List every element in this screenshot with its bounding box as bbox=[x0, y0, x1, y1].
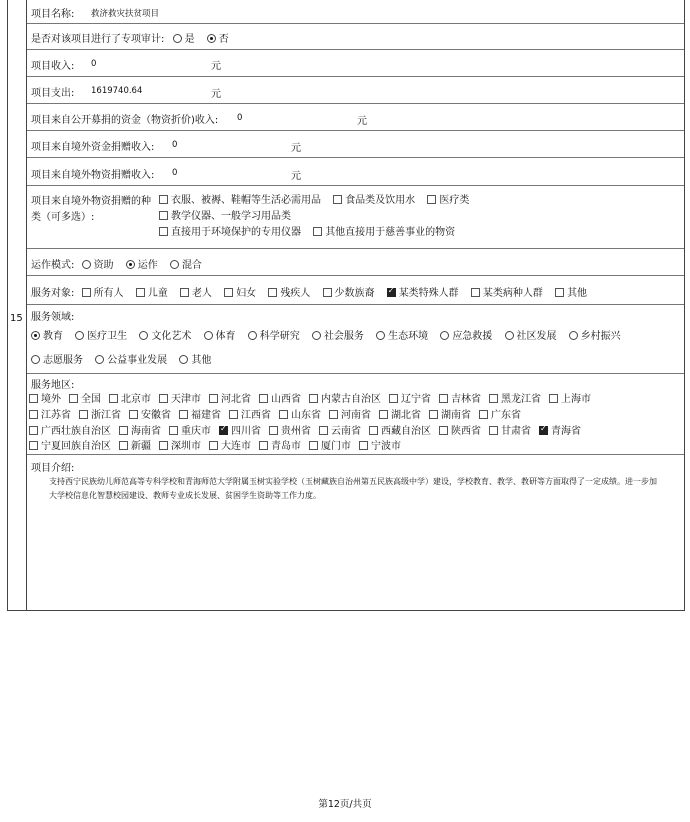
service-area-option-label: 黑龙江省 bbox=[501, 394, 541, 405]
service-area-option-label: 青岛市 bbox=[271, 441, 301, 452]
radio-selected-icon bbox=[31, 331, 40, 340]
checkbox-icon bbox=[159, 195, 168, 204]
checkbox-icon bbox=[333, 195, 342, 204]
service-area-option[interactable] bbox=[309, 437, 351, 452]
service-area-option-label: 贵州省 bbox=[281, 426, 311, 437]
foreign-cash-unit: 元 bbox=[291, 143, 301, 154]
checkbox-icon bbox=[439, 394, 448, 403]
expense-value: 1619740.64 bbox=[91, 86, 143, 96]
service-area-option-label: 山西省 bbox=[271, 394, 301, 405]
service-field-label: 服务领域: bbox=[31, 312, 75, 323]
radio-icon bbox=[569, 331, 578, 340]
checkbox-icon bbox=[209, 394, 218, 403]
audit-row bbox=[27, 24, 684, 50]
checkbox-icon bbox=[29, 410, 38, 419]
service-field-option-label: 应急救援 bbox=[452, 331, 493, 342]
goods-type-option[interactable] bbox=[313, 223, 455, 238]
service-area-option-label: 广东省 bbox=[491, 410, 521, 421]
checkbox-icon bbox=[323, 288, 332, 297]
service-area-options-line bbox=[29, 422, 680, 437]
service-target-option-label: 妇女 bbox=[236, 288, 257, 299]
service-area-option-label: 浙江省 bbox=[91, 410, 121, 421]
service-area-option-label: 北京市 bbox=[121, 394, 151, 405]
goods-type-option[interactable] bbox=[333, 191, 415, 206]
service-target-option[interactable] bbox=[471, 284, 543, 299]
service-target-option[interactable] bbox=[224, 284, 256, 299]
radio-icon bbox=[376, 331, 385, 340]
service-area-option[interactable] bbox=[119, 437, 151, 452]
checkbox-icon bbox=[224, 288, 233, 297]
service-area-option-label: 天津市 bbox=[171, 394, 201, 405]
audit-option-yes-label: 是 bbox=[184, 34, 195, 45]
project-name-value: 救济救灾扶贫项目 bbox=[91, 9, 160, 19]
service-field-option[interactable] bbox=[312, 327, 364, 342]
service-area-options-line bbox=[29, 437, 680, 452]
service-target-row bbox=[27, 276, 684, 305]
service-area-option-label: 宁波市 bbox=[371, 441, 401, 452]
audit-option-no-label: 否 bbox=[218, 34, 229, 45]
service-target-option-label: 儿童 bbox=[147, 288, 168, 299]
checkbox-icon bbox=[313, 227, 322, 236]
checkbox-icon bbox=[555, 288, 564, 297]
service-area-option-label: 安徽省 bbox=[141, 410, 171, 421]
service-area-option-label: 重庆市 bbox=[181, 426, 211, 437]
radio-icon bbox=[82, 260, 91, 269]
service-target-option-label: 残疾人 bbox=[280, 288, 311, 299]
service-area-option-label: 上海市 bbox=[561, 394, 591, 405]
goods-type-option-label: 直接用于环境保护的专用仪器 bbox=[171, 227, 301, 238]
service-area-option-label: 四川省 bbox=[231, 426, 261, 437]
checkbox-icon bbox=[119, 441, 128, 450]
service-target-label: 服务对象: bbox=[31, 288, 75, 299]
service-area-option[interactable] bbox=[69, 390, 101, 405]
audit-option-yes[interactable] bbox=[173, 30, 195, 45]
checkbox-icon bbox=[268, 288, 277, 297]
checkbox-icon bbox=[259, 441, 268, 450]
service-target-option[interactable] bbox=[323, 284, 375, 299]
radio-icon bbox=[312, 331, 321, 340]
checkbox-icon bbox=[109, 394, 118, 403]
public-funds-value: 0 bbox=[237, 113, 243, 123]
service-field-option-label: 其他 bbox=[191, 355, 212, 366]
checkbox-icon bbox=[259, 394, 268, 403]
service-target-option-label: 某类特殊人群 bbox=[398, 288, 459, 299]
service-area-option[interactable] bbox=[489, 422, 531, 437]
checkbox-icon bbox=[489, 394, 498, 403]
income-label: 项目收入: bbox=[31, 61, 75, 72]
service-area-option[interactable] bbox=[389, 390, 431, 405]
service-area-option[interactable] bbox=[319, 422, 361, 437]
goods-type-option[interactable] bbox=[159, 191, 321, 206]
service-field-option[interactable] bbox=[204, 327, 236, 342]
form-fields bbox=[27, 0, 684, 610]
service-target-option[interactable] bbox=[555, 284, 587, 299]
service-area-option-label: 新疆 bbox=[131, 441, 151, 452]
checkbox-icon bbox=[429, 410, 438, 419]
checkbox-icon bbox=[489, 426, 498, 435]
service-area-option[interactable] bbox=[359, 437, 401, 452]
foreign-goods-value: 0 bbox=[172, 168, 178, 178]
service-target-field bbox=[31, 284, 680, 299]
service-area-option-label: 湖南省 bbox=[441, 410, 471, 421]
service-area-option-label: 河北省 bbox=[221, 394, 251, 405]
service-area-option[interactable] bbox=[109, 390, 151, 405]
income-row bbox=[27, 50, 684, 77]
service-area-option-label: 湖北省 bbox=[391, 410, 421, 421]
goods-types-options-line3 bbox=[159, 223, 680, 238]
goods-type-option-label: 教学仪器、一般学习用品类 bbox=[171, 211, 291, 222]
service-area-label: 服务地区: bbox=[31, 380, 75, 391]
goods-types-options-line2 bbox=[159, 207, 680, 222]
service-area-option-label: 江西省 bbox=[241, 410, 271, 421]
service-target-option-label: 其他 bbox=[567, 288, 588, 299]
service-field-option-label: 公益事业发展 bbox=[107, 355, 168, 366]
service-area-option[interactable] bbox=[79, 406, 121, 421]
service-area-option-label: 广西壮族自治区 bbox=[41, 426, 111, 437]
checkbox-icon bbox=[369, 426, 378, 435]
service-area-option-label: 大连市 bbox=[221, 441, 251, 452]
radio-selected-icon bbox=[207, 34, 216, 43]
checkbox-icon bbox=[69, 394, 78, 403]
checkbox-icon bbox=[359, 441, 368, 450]
service-field-option[interactable] bbox=[248, 327, 300, 342]
checkbox-icon bbox=[269, 426, 278, 435]
checkbox-checked-icon bbox=[539, 426, 548, 435]
project-form bbox=[7, 0, 685, 611]
service-field-option[interactable] bbox=[139, 327, 191, 342]
goods-type-option[interactable] bbox=[159, 223, 301, 238]
radio-icon bbox=[440, 331, 449, 340]
public-funds-label: 项目来自公开募捐的资金（物资折价)收入: bbox=[31, 115, 219, 126]
page-footer: 第12页/共页 bbox=[318, 799, 372, 810]
service-area-option[interactable] bbox=[429, 406, 471, 421]
audit-option-no[interactable] bbox=[207, 30, 229, 45]
expense-row bbox=[27, 77, 684, 104]
goods-type-option-label: 食品类及饮用水 bbox=[345, 195, 416, 206]
operation-mode-option[interactable] bbox=[82, 256, 114, 271]
radio-icon bbox=[75, 331, 84, 340]
service-area-row bbox=[27, 374, 684, 455]
service-area-option[interactable] bbox=[259, 390, 301, 405]
service-field-option-label: 志愿服务 bbox=[43, 355, 83, 366]
service-field-option-label: 生态环境 bbox=[388, 331, 429, 342]
checkbox-icon bbox=[159, 394, 168, 403]
service-area-option-label: 宁夏回族自治区 bbox=[41, 441, 111, 452]
service-area-option-label: 河南省 bbox=[341, 410, 371, 421]
service-field-option[interactable] bbox=[569, 327, 621, 342]
service-area-option[interactable] bbox=[539, 422, 581, 437]
foreign-goods-row bbox=[27, 158, 684, 186]
checkbox-icon bbox=[471, 288, 480, 297]
row-number-column bbox=[8, 0, 27, 610]
checkbox-icon bbox=[169, 426, 178, 435]
service-area-option[interactable] bbox=[169, 422, 211, 437]
goods-types-row bbox=[27, 186, 684, 249]
service-area-option[interactable] bbox=[29, 390, 61, 405]
checkbox-icon bbox=[79, 410, 88, 419]
income-unit: 元 bbox=[211, 61, 221, 72]
radio-icon bbox=[179, 355, 188, 364]
service-field-option-label: 社会服务 bbox=[323, 331, 364, 342]
service-field-option-label: 社区发展 bbox=[516, 331, 557, 342]
operation-mode-option-label: 混合 bbox=[181, 260, 202, 271]
service-area-option-label: 青海省 bbox=[551, 426, 581, 437]
radio-icon bbox=[95, 355, 104, 364]
operation-mode-option[interactable] bbox=[170, 256, 202, 271]
checkbox-icon bbox=[119, 426, 128, 435]
foreign-goods-unit: 元 bbox=[291, 171, 301, 182]
service-area-option[interactable] bbox=[219, 422, 261, 437]
goods-type-option[interactable] bbox=[427, 191, 469, 206]
checkbox-icon bbox=[29, 426, 38, 435]
service-field-option[interactable] bbox=[505, 327, 557, 342]
service-field-row bbox=[27, 305, 684, 374]
service-area-option-label: 辽宁省 bbox=[401, 394, 431, 405]
income-value: 0 bbox=[91, 59, 97, 69]
service-target-option-label: 所有人 bbox=[93, 288, 124, 299]
radio-icon bbox=[173, 34, 182, 43]
goods-type-option-label: 其他直接用于慈善事业的物资 bbox=[325, 227, 456, 238]
service-area-option-label: 甘肃省 bbox=[501, 426, 531, 437]
service-area-option[interactable] bbox=[29, 422, 111, 437]
checkbox-icon bbox=[136, 288, 145, 297]
checkbox-icon bbox=[179, 410, 188, 419]
service-area-option[interactable] bbox=[159, 390, 201, 405]
foreign-goods-label: 项目来自境外物资捐赠收入: bbox=[31, 170, 155, 181]
row-number: 15 bbox=[10, 313, 23, 324]
checkbox-checked-icon bbox=[387, 288, 396, 297]
goods-type-option-label: 衣服、被褥、鞋帽等生活必需用品 bbox=[171, 195, 321, 206]
service-field-option[interactable] bbox=[440, 327, 492, 342]
service-area-option[interactable] bbox=[29, 437, 111, 452]
service-target-option-label: 某类病种人群 bbox=[482, 288, 543, 299]
service-target-option[interactable] bbox=[387, 284, 459, 299]
checkbox-icon bbox=[82, 288, 91, 297]
radio-icon bbox=[248, 331, 257, 340]
service-area-option-label: 内蒙古自治区 bbox=[321, 394, 381, 405]
audit-label-text: 是否对该项目进行了专项审计: bbox=[31, 34, 165, 45]
checkbox-icon bbox=[379, 410, 388, 419]
service-area-option-label: 云南省 bbox=[331, 426, 361, 437]
service-area-option[interactable] bbox=[439, 422, 481, 437]
project-name-label: 项目名称: bbox=[31, 9, 75, 20]
service-area-option[interactable] bbox=[439, 390, 481, 405]
checkbox-icon bbox=[159, 441, 168, 450]
service-area-option[interactable] bbox=[179, 406, 221, 421]
service-area-option-label: 西藏自治区 bbox=[381, 426, 431, 437]
intro-label: 项目介绍: bbox=[31, 463, 75, 474]
checkbox-icon bbox=[29, 394, 38, 403]
service-area-option[interactable] bbox=[329, 406, 371, 421]
checkbox-icon bbox=[439, 426, 448, 435]
service-field-option-label: 科学研究 bbox=[259, 331, 300, 342]
radio-icon bbox=[31, 355, 40, 364]
service-area-option[interactable] bbox=[269, 422, 311, 437]
goods-type-option-label: 医疗类 bbox=[439, 195, 470, 206]
checkbox-icon bbox=[279, 410, 288, 419]
service-area-option[interactable] bbox=[479, 406, 521, 421]
expense-unit: 元 bbox=[211, 89, 221, 100]
goods-types-label-line2: 类（可多选）: bbox=[31, 212, 95, 223]
intro-row bbox=[27, 455, 684, 610]
service-target-option[interactable] bbox=[136, 284, 168, 299]
service-area-option-label: 全国 bbox=[81, 394, 101, 405]
project-name-row bbox=[27, 0, 684, 24]
service-area-option-label: 深圳市 bbox=[171, 441, 201, 452]
service-area-option-label: 福建省 bbox=[191, 410, 221, 421]
service-area-option[interactable] bbox=[309, 390, 381, 405]
service-field-option[interactable] bbox=[179, 351, 211, 366]
service-area-option[interactable] bbox=[379, 406, 421, 421]
checkbox-icon bbox=[329, 410, 338, 419]
service-area-option[interactable] bbox=[119, 422, 161, 437]
checkbox-icon bbox=[159, 227, 168, 236]
checkbox-icon bbox=[180, 288, 189, 297]
checkbox-icon bbox=[309, 394, 318, 403]
checkbox-icon bbox=[129, 410, 138, 419]
operation-mode-option[interactable] bbox=[126, 256, 158, 271]
service-area-option-label: 海南省 bbox=[131, 426, 161, 437]
operation-mode-option-label: 运作 bbox=[137, 260, 158, 271]
checkbox-icon bbox=[549, 394, 558, 403]
service-area-option-label: 陕西省 bbox=[451, 426, 481, 437]
checkbox-icon bbox=[427, 195, 436, 204]
service-field-option[interactable] bbox=[31, 351, 83, 366]
service-field-option[interactable] bbox=[31, 327, 63, 342]
expense-label: 项目支出: bbox=[31, 88, 75, 99]
checkbox-icon bbox=[229, 410, 238, 419]
operation-mode-field bbox=[31, 256, 211, 271]
radio-selected-icon bbox=[126, 260, 135, 269]
foreign-cash-label: 项目来自境外资金捐赠收入: bbox=[31, 142, 155, 153]
goods-types-label-line1: 项目来自境外物资捐赠的种 bbox=[31, 196, 151, 207]
checkbox-icon bbox=[209, 441, 218, 450]
service-area-option[interactable] bbox=[209, 437, 251, 452]
operation-mode-row bbox=[27, 249, 684, 276]
service-area-option-label: 江苏省 bbox=[41, 410, 71, 421]
service-field-option[interactable] bbox=[376, 327, 428, 342]
service-area-option[interactable] bbox=[549, 390, 591, 405]
goods-types-options-line1 bbox=[159, 191, 680, 206]
service-field-option-label: 乡村振兴 bbox=[580, 331, 621, 342]
service-area-option[interactable] bbox=[229, 406, 271, 421]
service-area-option[interactable] bbox=[369, 422, 431, 437]
radio-icon bbox=[170, 260, 179, 269]
foreign-cash-row bbox=[27, 131, 684, 158]
service-area-option[interactable] bbox=[259, 437, 301, 452]
service-area-option-label: 吉林省 bbox=[451, 394, 481, 405]
service-target-option[interactable] bbox=[180, 284, 212, 299]
checkbox-icon bbox=[159, 211, 168, 220]
service-field-options-line1 bbox=[31, 327, 680, 342]
service-area-option-label: 境外 bbox=[41, 394, 61, 405]
service-area-option[interactable] bbox=[209, 390, 251, 405]
service-target-option[interactable] bbox=[268, 284, 310, 299]
foreign-cash-value: 0 bbox=[172, 140, 178, 150]
service-area-options-line bbox=[29, 406, 680, 421]
radio-icon bbox=[204, 331, 213, 340]
checkbox-icon bbox=[309, 441, 318, 450]
radio-icon bbox=[505, 331, 514, 340]
service-field-options-line2 bbox=[31, 351, 680, 366]
service-area-option[interactable] bbox=[159, 437, 201, 452]
service-field-option[interactable] bbox=[75, 327, 127, 342]
intro-text: 支持西宁民族幼儿师范高等专科学校和青海师范大学附属玉树实验学校（玉树藏族自治州第五民族高级中学）建设，学校教育、教学、教研等方面取得了一定成绩。进一步加大学校信息化智慧校园建设、教师专业成长发展、贫困学生资助等工作力度。 bbox=[49, 477, 657, 500]
checkbox-icon bbox=[319, 426, 328, 435]
service-target-option-label: 少数族裔 bbox=[334, 288, 375, 299]
service-field-option-label: 教育 bbox=[43, 331, 63, 342]
service-area-option[interactable] bbox=[489, 390, 541, 405]
service-field-option-label: 体育 bbox=[215, 331, 236, 342]
checkbox-icon bbox=[389, 394, 398, 403]
operation-mode-label: 运作模式: bbox=[31, 260, 75, 271]
service-field-option-label: 文化艺术 bbox=[151, 331, 192, 342]
service-area-options-line bbox=[29, 390, 680, 405]
service-target-option-label: 老人 bbox=[191, 288, 212, 299]
service-area-option[interactable] bbox=[129, 406, 171, 421]
service-target-option[interactable] bbox=[82, 284, 124, 299]
service-area-option[interactable] bbox=[279, 406, 321, 421]
checkbox-checked-icon bbox=[219, 426, 228, 435]
public-funds-unit: 元 bbox=[357, 116, 367, 127]
radio-icon bbox=[139, 331, 148, 340]
service-field-option[interactable] bbox=[95, 351, 167, 366]
operation-mode-option-label: 资助 bbox=[93, 260, 114, 271]
checkbox-icon bbox=[29, 441, 38, 450]
service-area-option[interactable] bbox=[29, 406, 71, 421]
checkbox-icon bbox=[479, 410, 488, 419]
public-funds-row bbox=[27, 104, 684, 131]
service-area-option-label: 山东省 bbox=[291, 410, 321, 421]
audit-label bbox=[31, 30, 238, 45]
service-area-option-label: 厦门市 bbox=[321, 441, 351, 452]
service-field-option-label: 医疗卫生 bbox=[87, 331, 128, 342]
goods-type-option[interactable] bbox=[159, 207, 291, 222]
